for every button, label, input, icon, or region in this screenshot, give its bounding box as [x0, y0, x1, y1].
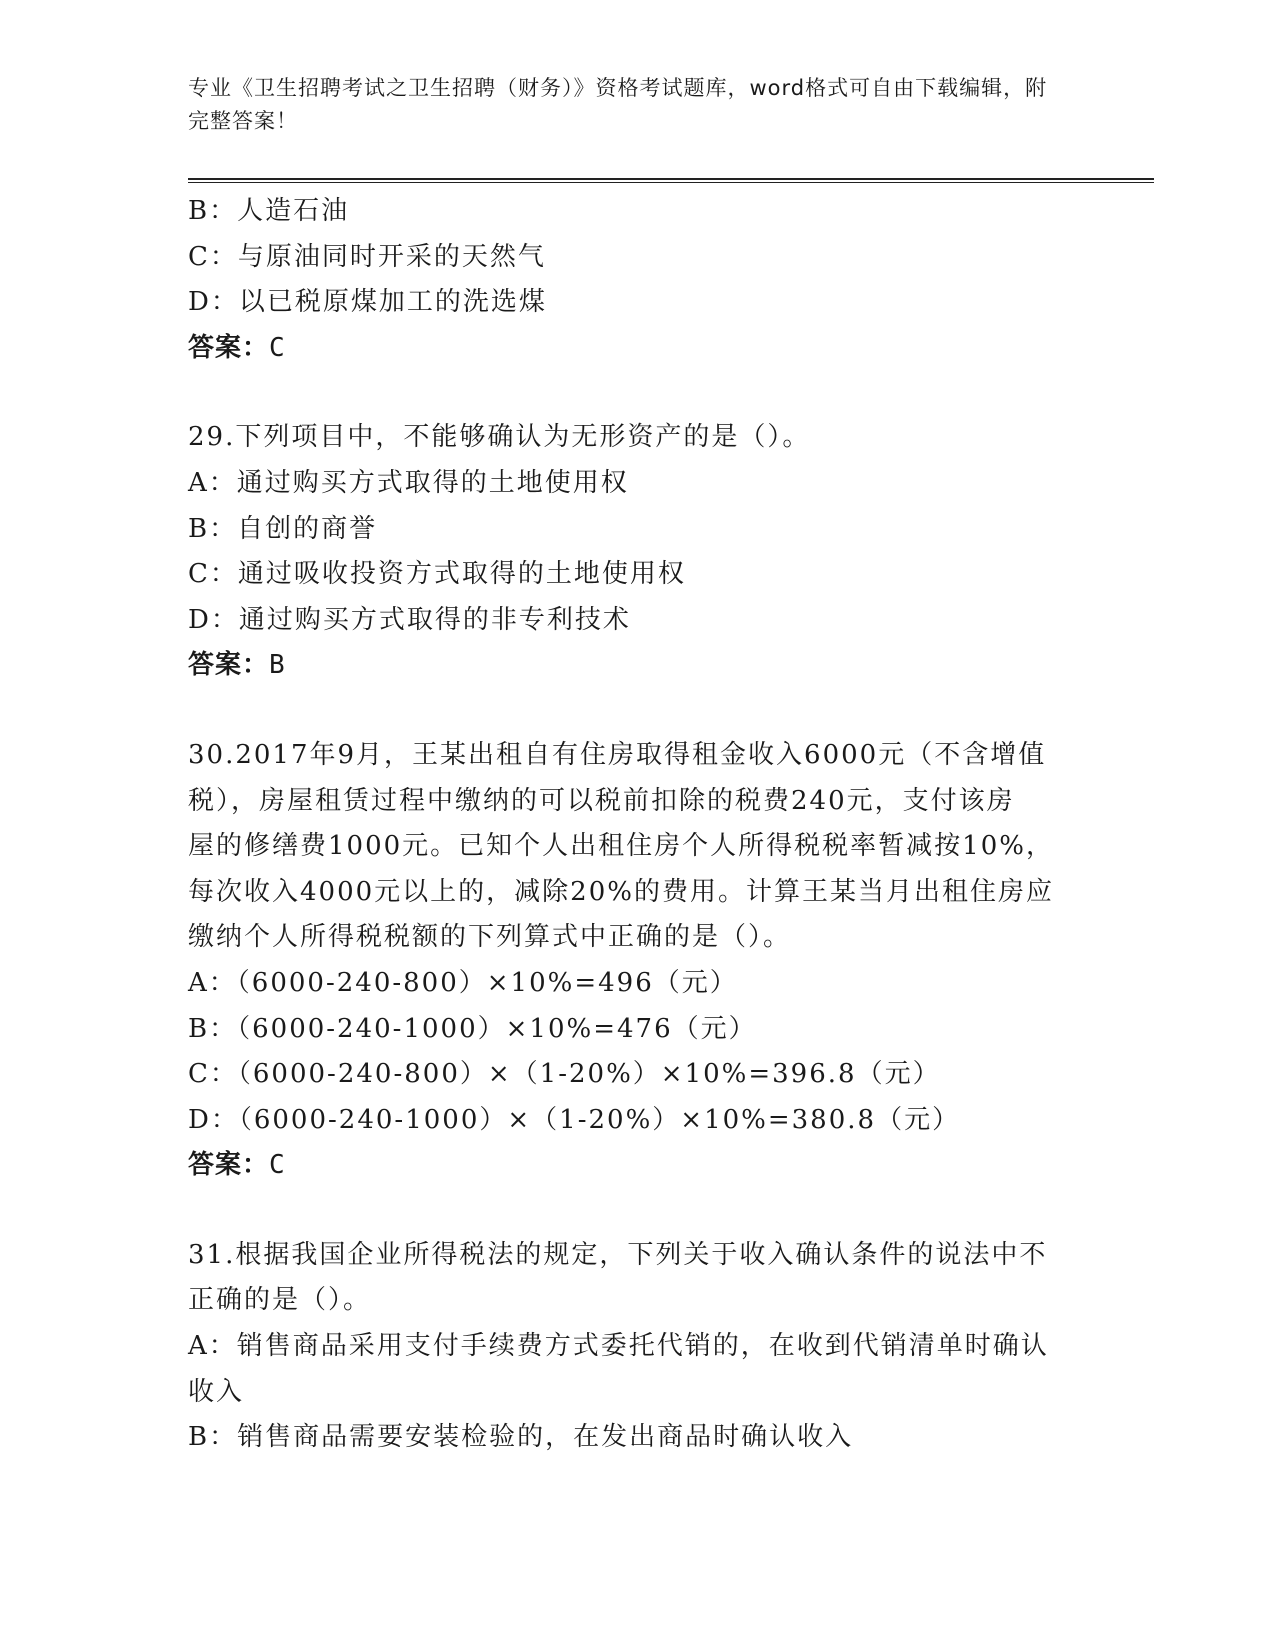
question-text-line: 每次收入4000元以上的，减除20%的费用。计算王某当月出租住房应 — [188, 876, 1054, 907]
question-content — [188, 189, 1088, 1461]
option-b: B：销售商品需要安装检验的，在发出商品时确认收入 — [188, 1422, 854, 1453]
spacer — [188, 1189, 1088, 1233]
header-divider — [188, 178, 1154, 183]
option-d: D：以已税原煤加工的洗选煤 — [188, 287, 547, 318]
answer-line — [188, 643, 1088, 689]
question-text-line: 屋的修缮费1000元。已知个人出租住房个人所得税税率暂减按10%， — [188, 831, 1054, 862]
answer-line — [188, 1143, 1088, 1189]
option-a: A：销售商品采用支付手续费方式委托代销的，在收到代销清单时确认 — [188, 1331, 1049, 1362]
answer-value: B — [269, 650, 286, 681]
option-c: C：通过吸收投资方式取得的土地使用权 — [188, 559, 686, 590]
spacer — [188, 689, 1088, 733]
question-text-line: 正确的是（）。 — [188, 1285, 372, 1316]
question-29 — [188, 415, 1088, 689]
option-a-continued: 收入 — [188, 1376, 245, 1407]
option-c: C：与原油同时开采的天然气 — [188, 241, 546, 272]
option-b: B：自创的商誉 — [188, 513, 378, 544]
question-31 — [188, 1233, 1088, 1461]
option-d: D：（6000-240-1000）×（1-20%）×10%=380.8（元） — [188, 1104, 961, 1135]
option-d: D：通过购买方式取得的非专利技术 — [188, 604, 631, 635]
question-text-line: 税），房屋租赁过程中缴纳的可以税前扣除的税费240元，支付该房 — [188, 785, 1015, 816]
option-b: B：（6000-240-1000）×10%=476（元） — [188, 1013, 757, 1044]
option-a: A：通过购买方式取得的土地使用权 — [188, 467, 629, 498]
answer-label: 答案： — [188, 1150, 270, 1181]
answer-line — [188, 326, 1088, 372]
question-30 — [188, 733, 1088, 1189]
answer-value: C — [269, 1150, 286, 1181]
header-text: 专业《卫生招聘考试之卫生招聘（财务）》资格考试题库，word格式可自由下载编辑，附完整答案！ — [188, 76, 1048, 133]
option-a: A：（6000-240-800）×10%=496（元） — [188, 967, 738, 998]
page-header — [188, 72, 1068, 138]
answer-label: 答案： — [188, 650, 270, 681]
question-text-line: 缴纳个人所得税税额的下列算式中正确的是（）。 — [188, 922, 792, 953]
question-text: 29.下列项目中，不能够确认为无形资产的是（）。 — [188, 422, 811, 453]
option-b: B：人造石油 — [188, 196, 350, 226]
question-28 — [188, 189, 1088, 371]
question-text-line: 30.2017年9月，王某出租自有住房取得租金收入6000元（不含增值 — [188, 739, 1047, 770]
question-text-line: 31.根据我国企业所得税法的规定，下列关于收入确认条件的说法中不 — [188, 1239, 1048, 1270]
answer-label: 答案： — [188, 332, 270, 363]
answer-value: C — [269, 332, 286, 363]
option-c: C：（6000-240-800）×（1-20%）×10%=396.8（元） — [188, 1059, 941, 1090]
spacer — [188, 371, 1088, 415]
